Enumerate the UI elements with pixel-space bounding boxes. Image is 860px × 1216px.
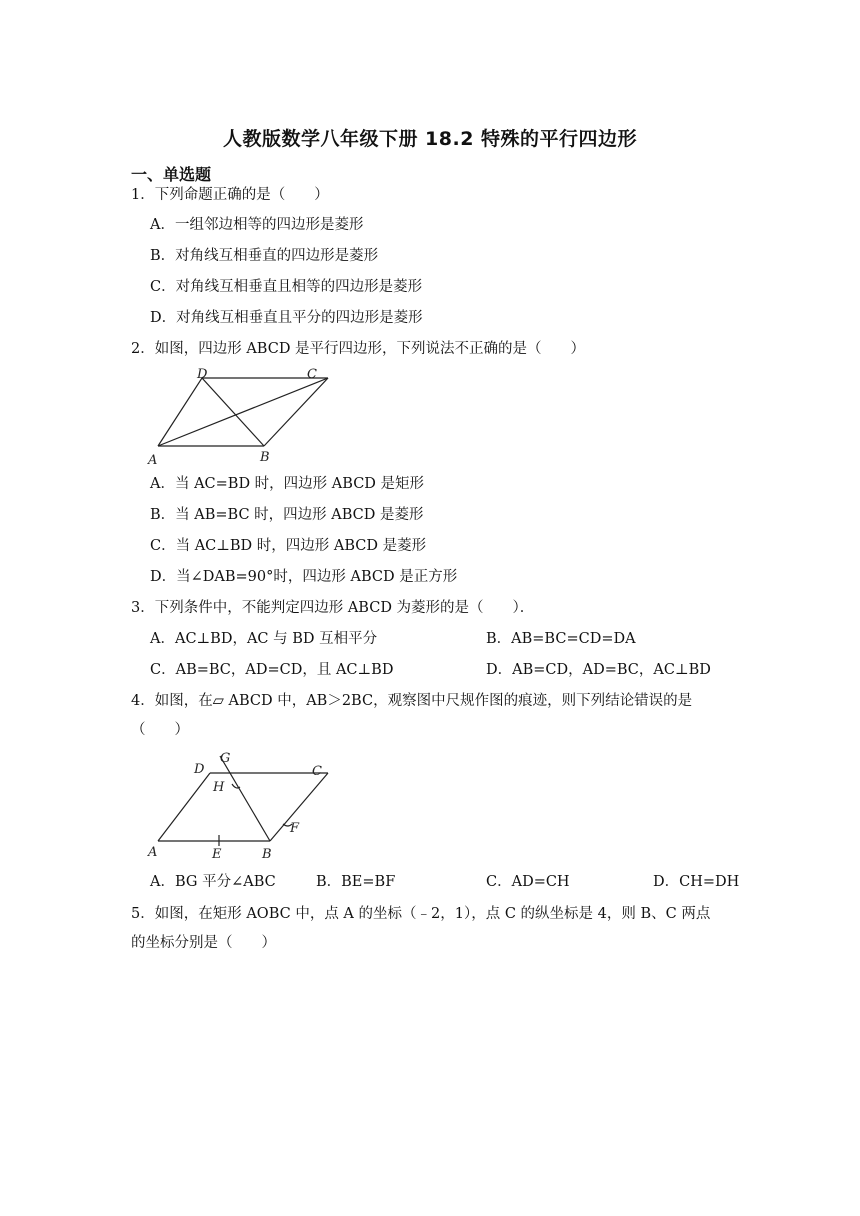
label-c: C [307, 367, 317, 382]
bisector-bg [220, 756, 270, 841]
label-g: G [220, 751, 231, 766]
label-d: D [197, 367, 208, 382]
q1-stem: 1．下列命题正确的是（ ） [131, 187, 329, 203]
q2-option-d: D．当∠DAB=90°时，四边形 ABCD 是正方形 [150, 569, 458, 585]
label-b: B [260, 450, 270, 465]
label-a: A [148, 453, 158, 468]
page-title: 人教版数学八年级下册 18.2 特殊的平行四边形 [222, 128, 638, 150]
side-da [158, 378, 202, 446]
arc-mark-h [232, 784, 240, 788]
q3-option-d: D．AB=CD，AD=BC，AC⊥BD [486, 662, 711, 678]
q4-option-a: A．BG 平分∠ABC [150, 874, 276, 890]
q2-option-a: A．当 AC=BD 时，四边形 ABCD 是矩形 [150, 476, 425, 492]
q1-option-b: B．对角线互相垂直的四边形是菱形 [150, 248, 379, 264]
q3-option-c: C．AB=BC，AD=CD，且 AC⊥BD [150, 662, 394, 678]
label-e: E [212, 847, 222, 862]
section-heading: 一、单选题 [131, 165, 212, 184]
diagonal-bd [202, 378, 264, 446]
q3-option-a: A．AC⊥BD，AC 与 BD 互相平分 [150, 631, 378, 647]
diagonal-ac [158, 378, 328, 446]
side-da [158, 773, 210, 841]
q2-option-b: B．当 AB=BC 时，四边形 ABCD 是菱形 [150, 507, 424, 523]
q4-stem-line2: （ ） [131, 722, 189, 738]
q4-construction-figure [140, 746, 340, 864]
label-a: A [148, 845, 158, 860]
q1-option-a: A．一组邻边相等的四边形是菱形 [150, 217, 364, 233]
q4-stem-line1: 4．如图，在▱ ABCD 中，AB＞2BC，观察图中尺规作图的痕迹，则下列结论错误的是 [131, 693, 693, 709]
q2-parallelogram-figure [140, 362, 340, 470]
q2-option-c: C．当 AC⊥BD 时，四边形 ABCD 是菱形 [150, 538, 427, 554]
q1-option-c: C．对角线互相垂直且相等的四边形是菱形 [150, 279, 423, 295]
q3-stem: 3．下列条件中，不能判定四边形 ABCD 为菱形的是（ ）． [131, 600, 535, 616]
q3-option-b: B．AB=BC=CD=DA [486, 631, 636, 647]
q1-option-d: D．对角线互相垂直且平分的四边形是菱形 [150, 310, 423, 326]
label-d: D [194, 762, 205, 777]
label-h: H [213, 780, 225, 795]
q2-stem: 2．如图，四边形 ABCD 是平行四边形，下列说法不正确的是（ ） [131, 341, 586, 357]
label-c: C [312, 764, 322, 779]
label-b: B [262, 847, 272, 862]
q4-option-d: D．CH=DH [653, 874, 740, 890]
q4-option-b: B．BE=BF [316, 874, 396, 890]
q4-option-c: C．AD=CH [486, 874, 570, 890]
label-f: F [290, 821, 300, 836]
q5-stem-line1: 5．如图，在矩形 AOBC 中，点 A 的坐标（﹣2，1），点 C 的纵坐标是 4，则 B、C 两点 [131, 906, 711, 922]
side-bc [264, 378, 328, 446]
q5-stem-line2: 的坐标分别是（ ） [131, 935, 276, 951]
